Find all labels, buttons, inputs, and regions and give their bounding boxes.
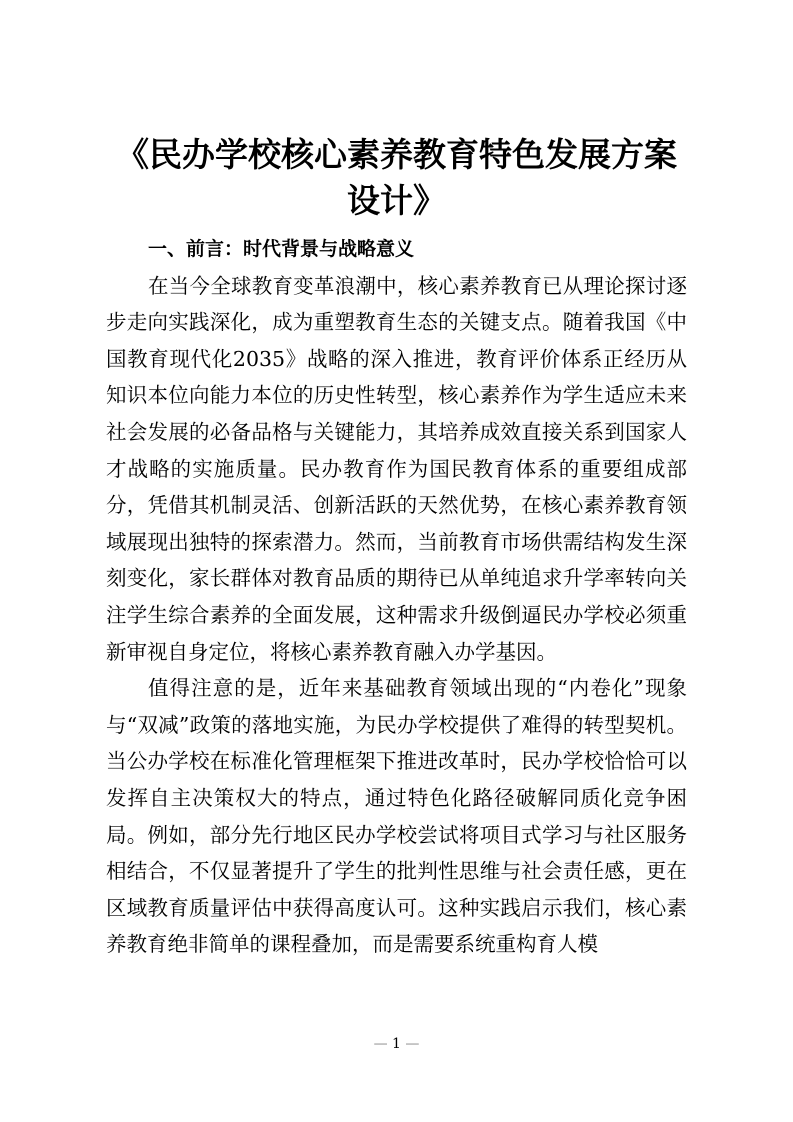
- section-heading: 一、前言：时代背景与战略意义: [148, 238, 415, 260]
- page-number: 1: [392, 1036, 401, 1052]
- document-body: [106, 231, 687, 963]
- document-title: 《民办学校核心素养教育特色发展方案设计》: [116, 135, 677, 221]
- paragraph: 在当今全球教育变革浪潮中，核心素养教育已从理论探讨逐步走向实践深化，成为重塑教育生态的关键支点。随着我国《中国教育现代化2035》战略的深入推进，教育评价体系正经历从知识本位向能力本位的历史性转型，核心素养作为学生适应未来社会发展的必备品格与关键能力，其培养成效直接关系到国家人才战略的实施质量。民办教育作为国民教育体系的重要组成部分，凭借其机制灵活、创新活跃的天然优势，在核心素养教育领域展现出独特的探索潜力。然而，当前教育市场供需结构发生深刻变化，家长群体对教育品质的期待已从单纯追求升学率转向关注学生综合素养的全面发展，这种需求升级倒逼民办学校必须重新审视自身定位，将核心素养教育融入办学基因。: [106, 273, 687, 664]
- paragraph: 值得注意的是，近年来基础教育领域出现的“内卷化”现象与“双减”政策的落地实施，为民办学校提供了难得的转型契机。当公办学校在标准化管理框架下推进改革时，民办学校恰恰可以发挥自主决策权大的特点，通过特色化路径破解同质化竞争困局。例如，部分先行地区民办学校尝试将项目式学习与社区服务相结合，不仅显著提升了学生的批判性思维与社会责任感，更在区域教育质量评估中获得高度认可。这种实践启示我们，核心素养教育绝非简单的课程叠加，而是需要系统重构育人模: [106, 676, 687, 957]
- footer-dash-right: —: [405, 1036, 420, 1052]
- footer-dash-left: —: [373, 1036, 388, 1052]
- page-footer: [0, 1036, 793, 1052]
